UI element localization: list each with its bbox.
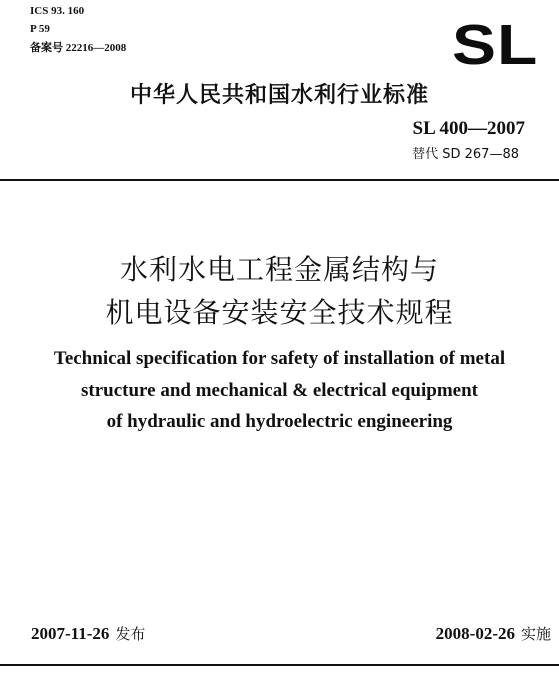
english-title-line-1: Technical specification for safety of installation of metal — [53, 348, 506, 369]
ics-code: ICS 93. 160 — [30, 5, 85, 17]
standard-number: SL 400—2007 — [412, 118, 525, 139]
classification-code: P 59 — [30, 23, 50, 35]
implementation-date-block — [436, 622, 551, 646]
chinese-title-line-2: 机电设备安装安全技术规程 — [105, 296, 454, 329]
industry-standard-title: 中华人民共和国水利行业标准 — [129, 83, 429, 108]
sl-logo: SL — [452, 12, 539, 77]
implementation-label: 实施 — [520, 625, 551, 643]
bottom-divider — [0, 664, 559, 666]
issue-label: 发布 — [115, 625, 146, 643]
english-title-line-2: structure and mechanical & electrical equipment — [81, 380, 478, 401]
chinese-title-line-1: 水利水电工程金属结构与 — [119, 253, 439, 286]
issue-date: 2007-11-26 — [31, 624, 110, 643]
implementation-date: 2008-02-26 — [435, 624, 515, 643]
replaces-standard: 替代 SD 267—88 — [412, 147, 519, 162]
top-divider — [0, 179, 559, 181]
record-number: 备案号 22216—2008 — [30, 42, 127, 54]
issue-date-block — [31, 622, 145, 646]
english-title-line-3: of hydraulic and hydroelectric engineering — [106, 411, 453, 432]
